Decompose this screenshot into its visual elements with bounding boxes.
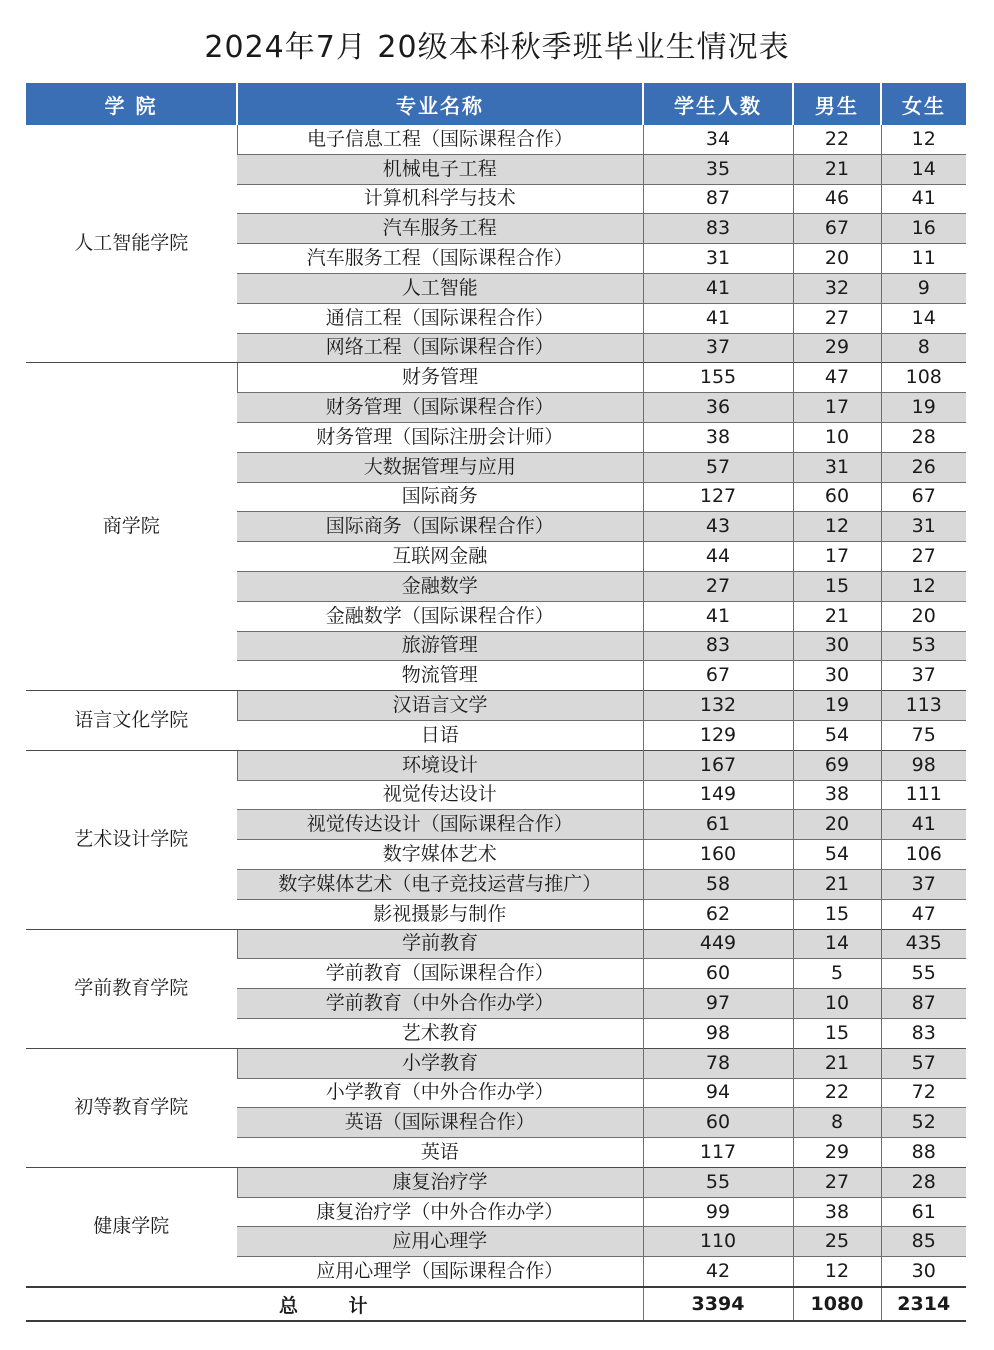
table-header-row xyxy=(26,83,966,125)
female-count: 106 xyxy=(881,840,966,870)
header-total: 学生人数 xyxy=(643,83,793,125)
student-count: 31 xyxy=(643,244,793,274)
female-count: 12 xyxy=(881,125,966,154)
female-count: 55 xyxy=(881,959,966,989)
male-count: 21 xyxy=(793,601,881,631)
major-name: 汽车服务工程 xyxy=(237,214,643,244)
male-count: 21 xyxy=(793,154,881,184)
student-count: 44 xyxy=(643,542,793,572)
male-count: 38 xyxy=(793,1197,881,1227)
female-count: 435 xyxy=(881,929,966,959)
student-count: 98 xyxy=(643,1018,793,1048)
student-count: 127 xyxy=(643,482,793,512)
major-name: 汽车服务工程（国际课程合作） xyxy=(237,244,643,274)
male-count: 15 xyxy=(793,571,881,601)
total-female: 2314 xyxy=(881,1287,966,1321)
college-name: 学前教育学院 xyxy=(26,929,237,1048)
male-count: 8 xyxy=(793,1108,881,1138)
female-count: 67 xyxy=(881,482,966,512)
female-count: 19 xyxy=(881,393,966,423)
male-count: 12 xyxy=(793,1257,881,1287)
male-count: 14 xyxy=(793,929,881,959)
student-count: 87 xyxy=(643,184,793,214)
male-count: 25 xyxy=(793,1227,881,1257)
major-name: 网络工程（国际课程合作） xyxy=(237,333,643,363)
major-name: 国际商务 xyxy=(237,482,643,512)
major-name: 应用心理学（国际课程合作） xyxy=(237,1257,643,1287)
student-count: 83 xyxy=(643,214,793,244)
student-count: 27 xyxy=(643,571,793,601)
table-row xyxy=(26,125,966,154)
major-name: 计算机科学与技术 xyxy=(237,184,643,214)
major-name: 环境设计 xyxy=(237,750,643,780)
female-count: 113 xyxy=(881,691,966,721)
male-count: 60 xyxy=(793,482,881,512)
female-count: 47 xyxy=(881,899,966,929)
male-count: 15 xyxy=(793,899,881,929)
graduate-table xyxy=(26,83,966,1322)
student-count: 99 xyxy=(643,1197,793,1227)
major-name: 财务管理（国际课程合作） xyxy=(237,393,643,423)
male-count: 20 xyxy=(793,810,881,840)
male-count: 47 xyxy=(793,363,881,393)
student-count: 97 xyxy=(643,989,793,1019)
female-count: 41 xyxy=(881,184,966,214)
major-name: 人工智能 xyxy=(237,273,643,303)
female-count: 27 xyxy=(881,542,966,572)
male-count: 17 xyxy=(793,393,881,423)
major-name: 电子信息工程（国际课程合作） xyxy=(237,125,643,154)
male-count: 12 xyxy=(793,512,881,542)
student-count: 42 xyxy=(643,1257,793,1287)
student-count: 60 xyxy=(643,959,793,989)
student-count: 449 xyxy=(643,929,793,959)
major-name: 康复治疗学（中外合作办学） xyxy=(237,1197,643,1227)
female-count: 57 xyxy=(881,1048,966,1078)
major-name: 视觉传达设计（国际课程合作） xyxy=(237,810,643,840)
major-name: 汉语言文学 xyxy=(237,691,643,721)
page-title: 2024年7月 20级本科秋季班毕业生情况表 xyxy=(204,30,790,65)
student-count: 149 xyxy=(643,780,793,810)
male-count: 15 xyxy=(793,1018,881,1048)
student-count: 58 xyxy=(643,869,793,899)
major-name: 英语（国际课程合作） xyxy=(237,1108,643,1138)
male-count: 22 xyxy=(793,125,881,154)
male-count: 21 xyxy=(793,869,881,899)
male-count: 10 xyxy=(793,422,881,452)
male-count: 69 xyxy=(793,750,881,780)
major-name: 应用心理学 xyxy=(237,1227,643,1257)
header-female: 女生 xyxy=(881,83,966,125)
female-count: 53 xyxy=(881,631,966,661)
female-count: 14 xyxy=(881,303,966,333)
female-count: 75 xyxy=(881,720,966,750)
male-count: 38 xyxy=(793,780,881,810)
male-count: 32 xyxy=(793,273,881,303)
header-major: 专业名称 xyxy=(237,83,643,125)
table-row xyxy=(26,750,966,780)
major-name: 大数据管理与应用 xyxy=(237,452,643,482)
male-count: 21 xyxy=(793,1048,881,1078)
student-count: 167 xyxy=(643,750,793,780)
female-count: 52 xyxy=(881,1108,966,1138)
student-count: 61 xyxy=(643,810,793,840)
male-count: 22 xyxy=(793,1078,881,1108)
female-count: 26 xyxy=(881,452,966,482)
female-count: 37 xyxy=(881,869,966,899)
male-count: 54 xyxy=(793,840,881,870)
major-name: 机械电子工程 xyxy=(237,154,643,184)
male-count: 19 xyxy=(793,691,881,721)
female-count: 8 xyxy=(881,333,966,363)
major-name: 国际商务（国际课程合作） xyxy=(237,512,643,542)
table-row xyxy=(26,1048,966,1078)
college-name: 商学院 xyxy=(26,363,237,691)
table-row xyxy=(26,929,966,959)
female-count: 85 xyxy=(881,1227,966,1257)
female-count: 61 xyxy=(881,1197,966,1227)
table-body xyxy=(26,125,966,1287)
student-count: 43 xyxy=(643,512,793,542)
student-count: 37 xyxy=(643,333,793,363)
female-count: 88 xyxy=(881,1138,966,1168)
major-name: 英语 xyxy=(237,1138,643,1168)
major-name: 视觉传达设计 xyxy=(237,780,643,810)
total-row xyxy=(26,1287,966,1321)
male-count: 29 xyxy=(793,333,881,363)
male-count: 5 xyxy=(793,959,881,989)
student-count: 117 xyxy=(643,1138,793,1168)
female-count: 30 xyxy=(881,1257,966,1287)
student-count: 67 xyxy=(643,661,793,691)
female-count: 72 xyxy=(881,1078,966,1108)
major-name: 财务管理（国际注册会计师） xyxy=(237,422,643,452)
male-count: 54 xyxy=(793,720,881,750)
student-count: 155 xyxy=(643,363,793,393)
student-count: 160 xyxy=(643,840,793,870)
total-students: 3394 xyxy=(643,1287,793,1321)
male-count: 30 xyxy=(793,661,881,691)
female-count: 16 xyxy=(881,214,966,244)
header-male: 男生 xyxy=(793,83,881,125)
female-count: 98 xyxy=(881,750,966,780)
male-count: 27 xyxy=(793,1167,881,1197)
male-count: 30 xyxy=(793,631,881,661)
major-name: 学前教育 xyxy=(237,929,643,959)
female-count: 9 xyxy=(881,273,966,303)
header-college: 学 院 xyxy=(26,83,237,125)
male-count: 20 xyxy=(793,244,881,274)
major-name: 数字媒体艺术 xyxy=(237,840,643,870)
college-name: 艺术设计学院 xyxy=(26,750,237,929)
major-name: 金融数学（国际课程合作） xyxy=(237,601,643,631)
female-count: 37 xyxy=(881,661,966,691)
female-count: 108 xyxy=(881,363,966,393)
male-count: 46 xyxy=(793,184,881,214)
female-count: 28 xyxy=(881,422,966,452)
major-name: 金融数学 xyxy=(237,571,643,601)
major-name: 康复治疗学 xyxy=(237,1167,643,1197)
table-row xyxy=(26,363,966,393)
male-count: 17 xyxy=(793,542,881,572)
female-count: 14 xyxy=(881,154,966,184)
female-count: 12 xyxy=(881,571,966,601)
student-count: 132 xyxy=(643,691,793,721)
major-name: 物流管理 xyxy=(237,661,643,691)
major-name: 通信工程（国际课程合作） xyxy=(237,303,643,333)
student-count: 55 xyxy=(643,1167,793,1197)
college-name: 人工智能学院 xyxy=(26,125,237,363)
student-count: 94 xyxy=(643,1078,793,1108)
major-name: 学前教育（国际课程合作） xyxy=(237,959,643,989)
college-name: 健康学院 xyxy=(26,1167,237,1287)
table-row xyxy=(26,1167,966,1197)
female-count: 20 xyxy=(881,601,966,631)
college-name: 语言文化学院 xyxy=(26,691,237,751)
student-count: 83 xyxy=(643,631,793,661)
student-count: 41 xyxy=(643,601,793,631)
major-name: 日语 xyxy=(237,720,643,750)
table-row xyxy=(26,691,966,721)
female-count: 111 xyxy=(881,780,966,810)
college-name: 初等教育学院 xyxy=(26,1048,237,1167)
major-name: 小学教育（中外合作办学） xyxy=(237,1078,643,1108)
major-name: 小学教育 xyxy=(237,1048,643,1078)
major-name: 互联网金融 xyxy=(237,542,643,572)
student-count: 129 xyxy=(643,720,793,750)
student-count: 35 xyxy=(643,154,793,184)
student-count: 57 xyxy=(643,452,793,482)
female-count: 31 xyxy=(881,512,966,542)
male-count: 31 xyxy=(793,452,881,482)
major-name: 学前教育（中外合作办学） xyxy=(237,989,643,1019)
male-count: 29 xyxy=(793,1138,881,1168)
male-count: 27 xyxy=(793,303,881,333)
female-count: 28 xyxy=(881,1167,966,1197)
student-count: 78 xyxy=(643,1048,793,1078)
female-count: 11 xyxy=(881,244,966,274)
student-count: 60 xyxy=(643,1108,793,1138)
male-count: 10 xyxy=(793,989,881,1019)
major-name: 旅游管理 xyxy=(237,631,643,661)
student-count: 38 xyxy=(643,422,793,452)
student-count: 36 xyxy=(643,393,793,423)
major-name: 财务管理 xyxy=(237,363,643,393)
major-name: 艺术教育 xyxy=(237,1018,643,1048)
major-name: 数字媒体艺术（电子竞技运营与推广） xyxy=(237,869,643,899)
total-label: 总 计 xyxy=(26,1287,643,1321)
female-count: 41 xyxy=(881,810,966,840)
student-count: 110 xyxy=(643,1227,793,1257)
female-count: 83 xyxy=(881,1018,966,1048)
major-name: 影视摄影与制作 xyxy=(237,899,643,929)
student-count: 34 xyxy=(643,125,793,154)
male-count: 67 xyxy=(793,214,881,244)
total-male: 1080 xyxy=(793,1287,881,1321)
female-count: 87 xyxy=(881,989,966,1019)
student-count: 41 xyxy=(643,303,793,333)
student-count: 41 xyxy=(643,273,793,303)
student-count: 62 xyxy=(643,899,793,929)
